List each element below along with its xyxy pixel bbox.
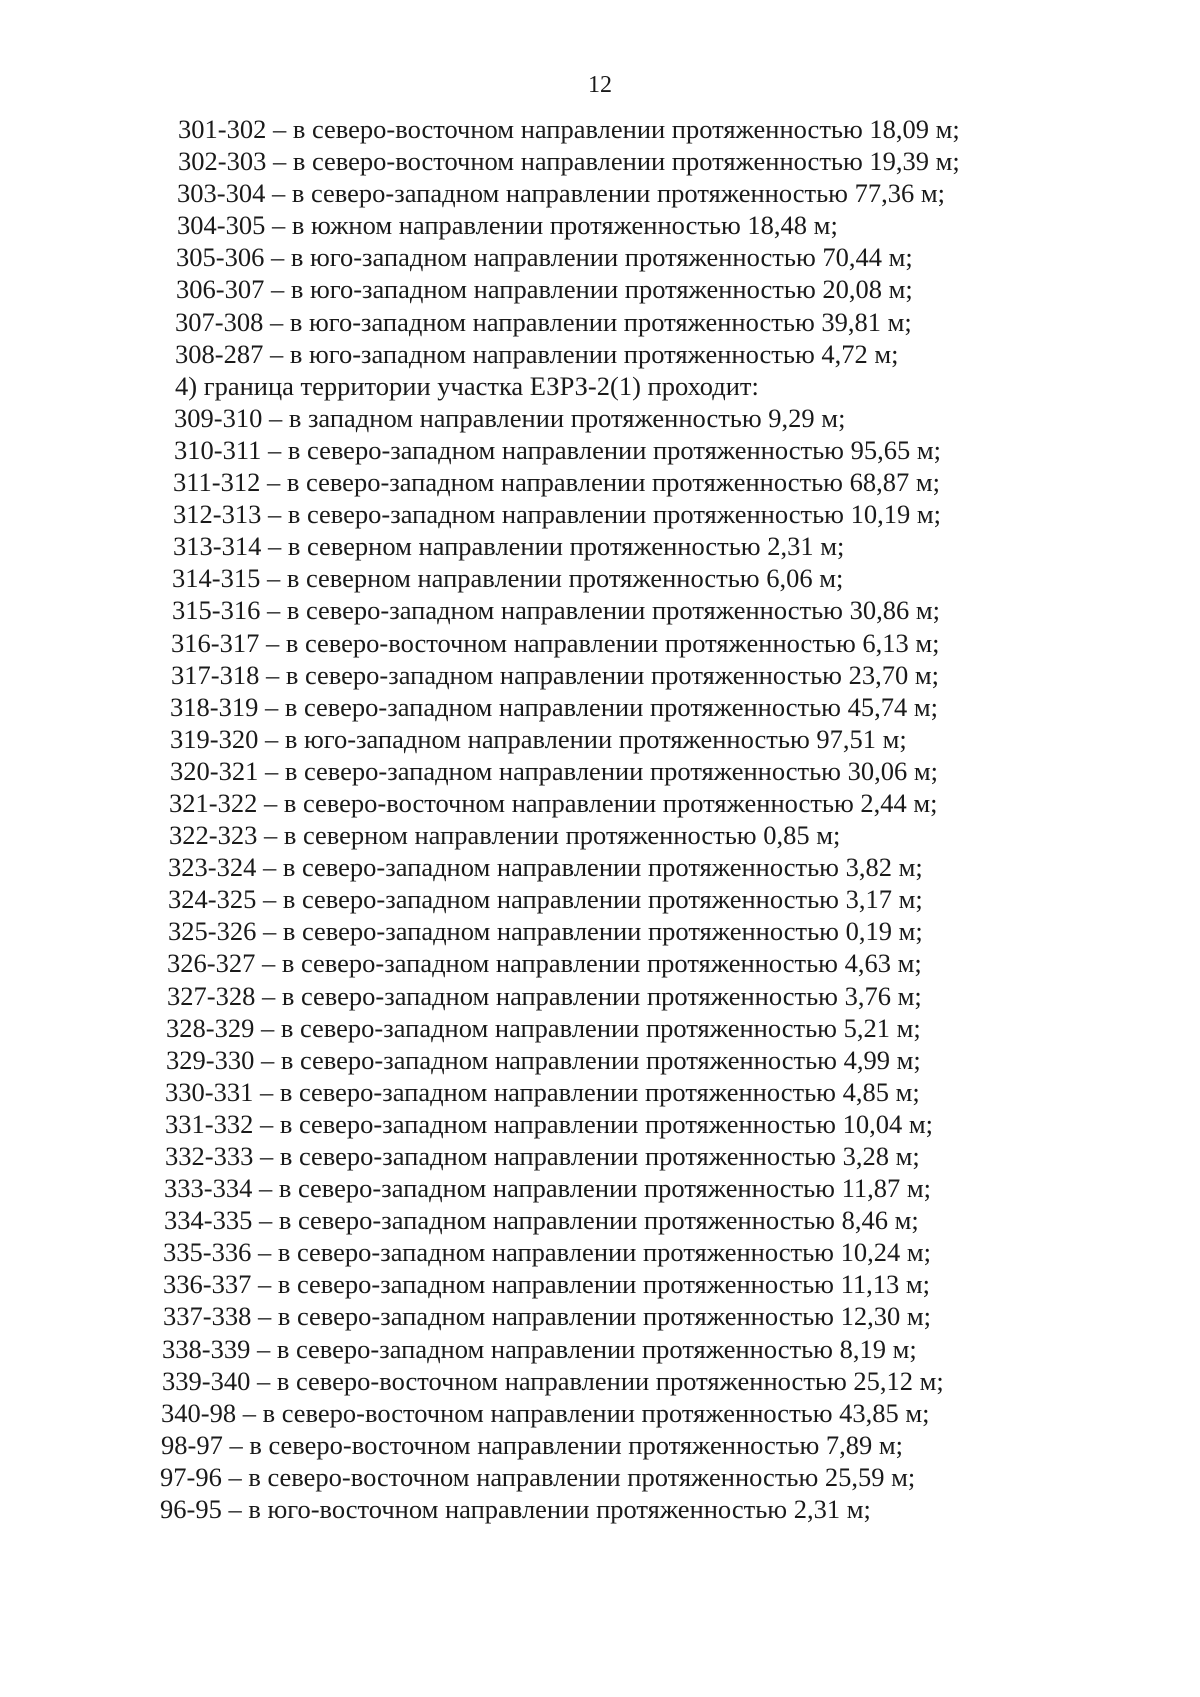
boundary-segment-line <box>0 338 1200 370</box>
boundary-segment-text: 333-334 – в северо-западном направлении протяженностью 11,87 м; <box>164 1173 931 1204</box>
boundary-segment-line <box>0 306 1200 338</box>
boundary-segment-line <box>0 851 1200 883</box>
boundary-segment-text: 329-330 – в северо-западном направлении протяженностью 4,99 м; <box>166 1044 921 1075</box>
boundary-segment-text: 309-310 – в западном направлении протяженностью 9,29 м; <box>174 402 846 433</box>
boundary-segment-line <box>0 915 1200 947</box>
boundary-segment-line <box>0 434 1200 466</box>
boundary-segment-line <box>0 402 1200 434</box>
boundary-segment-line <box>0 177 1200 209</box>
boundary-segment-line <box>0 241 1200 273</box>
boundary-segment-line <box>0 1076 1200 1108</box>
boundary-segment-text: 339-340 – в северо-восточном направлении протяженностью 25,12 м; <box>162 1365 944 1396</box>
boundary-segment-line <box>0 627 1200 659</box>
boundary-segment-line <box>0 145 1200 177</box>
boundary-segment-line <box>0 1493 1200 1525</box>
boundary-segment-line <box>0 562 1200 594</box>
boundary-segment-line <box>0 1300 1200 1332</box>
boundary-segment-line <box>0 787 1200 819</box>
boundary-segment-text: 317-318 – в северо-западном направлении протяженностью 23,70 м; <box>171 659 939 690</box>
boundary-segment-line <box>0 1333 1200 1365</box>
boundary-segment-text: 319-320 – в юго-западном направлении протяженностью 97,51 м; <box>170 723 907 754</box>
boundary-segment-line <box>0 113 1200 145</box>
boundary-segment-text: 302-303 – в северо-восточном направлении протяженностью 19,39 м; <box>178 146 960 177</box>
boundary-segment-text: 314-315 – в северном направлении протяженностью 6,06 м; <box>172 563 844 594</box>
boundary-segment-line <box>0 1236 1200 1268</box>
boundary-segment-text: 312-313 – в северо-западном направлении протяженностью 10,19 м; <box>173 499 941 530</box>
boundary-segment-line <box>0 1268 1200 1300</box>
boundary-segment-line <box>0 1397 1200 1429</box>
boundary-segment-line <box>0 1365 1200 1397</box>
boundary-segment-line <box>0 1204 1200 1236</box>
boundary-segment-line <box>0 1044 1200 1076</box>
page-number: 12 <box>588 72 612 98</box>
boundary-segment-line <box>0 530 1200 562</box>
boundary-segment-text: 337-338 – в северо-западном направлении протяженностью 12,30 м; <box>163 1301 931 1332</box>
boundary-segment-text: 320-321 – в северо-западном направлении протяженностью 30,06 м; <box>170 755 938 786</box>
boundary-segment-text: 98-97 – в северо-восточном направлении протяженностью 7,89 м; <box>161 1429 904 1460</box>
boundary-segment-text: 308-287 – в юго-западном направлении протяженностью 4,72 м; <box>175 338 899 369</box>
boundary-segment-line <box>0 1172 1200 1204</box>
boundary-segment-line <box>0 1429 1200 1461</box>
boundary-segment-text: 318-319 – в северо-западном направлении протяженностью 45,74 м; <box>170 691 938 722</box>
boundary-segment-text: 307-308 – в юго-западном направлении протяженностью 39,81 м; <box>175 306 912 337</box>
boundary-segment-line <box>0 498 1200 530</box>
boundary-segment-line <box>0 1108 1200 1140</box>
boundary-segment-line <box>0 1140 1200 1172</box>
boundary-segment-text: 330-331 – в северо-западном направлении протяженностью 4,85 м; <box>165 1076 920 1107</box>
boundary-segment-line <box>0 594 1200 626</box>
boundary-segment-text: 316-317 – в северо-восточном направлении протяженностью 6,13 м; <box>171 627 940 658</box>
boundary-segment-text: 303-304 – в северо-западном направлении протяженностью 77,36 м; <box>177 178 945 209</box>
boundary-segment-line <box>0 947 1200 979</box>
boundary-segment-line <box>0 370 1200 402</box>
boundary-segment-line <box>0 466 1200 498</box>
boundary-segment-text: 96-95 – в юго-восточном направлении протяженностью 2,31 м; <box>160 1494 871 1525</box>
boundary-segment-text: 325-326 – в северо-западном направлении протяженностью 0,19 м; <box>168 916 923 947</box>
boundary-segment-text: 313-314 – в северном направлении протяженностью 2,31 м; <box>173 531 845 562</box>
boundary-segment-text: 340-98 – в северо-восточном направлении протяженностью 43,85 м; <box>161 1397 930 1428</box>
boundary-segment-text: 331-332 – в северо-западном направлении протяженностью 10,04 м; <box>165 1108 933 1139</box>
boundary-segment-text: 332-333 – в северо-западном направлении протяженностью 3,28 м; <box>165 1141 920 1171</box>
boundary-segment-line <box>0 755 1200 787</box>
boundary-segment-line <box>0 723 1200 755</box>
boundary-segment-text: 315-316 – в северо-западном направлении протяженностью 30,86 м; <box>172 595 940 626</box>
boundary-segment-text: 327-328 – в северо-западном направлении протяженностью 3,76 м; <box>167 980 922 1011</box>
boundary-segment-text: 334-335 – в северо-западном направлении протяженностью 8,46 м; <box>164 1205 919 1236</box>
boundary-segment-line <box>0 691 1200 723</box>
boundary-segment-text: 328-329 – в северо-западном направлении протяженностью 5,21 м; <box>166 1012 921 1043</box>
boundary-segment-text: 326-327 – в северо-западном направлении протяженностью 4,63 м; <box>167 948 922 979</box>
boundary-segment-text: 310-311 – в северо-западном направлении протяженностью 95,65 м; <box>174 434 941 465</box>
boundary-segment-text: 97-96 – в северо-восточном направлении протяженностью 25,59 м; <box>160 1461 916 1492</box>
boundary-segment-text: 304-305 – в южном направлении протяженностью 18,48 м; <box>177 210 838 241</box>
boundary-segment-text: 323-324 – в северо-западном направлении протяженностью 3,82 м; <box>168 852 923 883</box>
boundary-segment-line <box>0 273 1200 305</box>
boundary-segment-line <box>0 883 1200 915</box>
boundary-segment-text: 4) граница территории участка ЕЗРЗ-2(1) проходит: <box>175 370 759 401</box>
boundary-segment-text: 322-323 – в северном направлении протяженностью 0,85 м; <box>169 820 841 851</box>
boundary-segment-text: 338-339 – в северо-западном направлении протяженностью 8,19 м; <box>162 1333 917 1364</box>
boundary-segment-line <box>0 980 1200 1012</box>
boundary-segment-text: 311-312 – в северо-западном направлении протяженностью 68,87 м; <box>173 467 940 498</box>
boundary-segment-line <box>0 209 1200 241</box>
boundary-segment-line <box>0 1012 1200 1044</box>
boundary-segment-text: 301-302 – в северо-восточном направлении протяженностью 18,09 м; <box>178 114 960 144</box>
boundary-segment-text: 335-336 – в северо-западном направлении протяженностью 10,24 м; <box>163 1237 931 1268</box>
boundary-description-list <box>0 113 1200 1525</box>
boundary-segment-line <box>0 819 1200 851</box>
boundary-segment-text: 306-307 – в юго-западном направлении протяженностью 20,08 м; <box>176 274 913 305</box>
boundary-segment-line <box>0 659 1200 691</box>
boundary-segment-text: 324-325 – в северо-западном направлении протяженностью 3,17 м; <box>168 884 923 915</box>
boundary-segment-text: 321-322 – в северо-восточном направлении протяженностью 2,44 м; <box>169 787 938 818</box>
boundary-segment-text: 336-337 – в северо-западном направлении протяженностью 11,13 м; <box>163 1269 930 1300</box>
boundary-segment-line <box>0 1461 1200 1493</box>
boundary-segment-text: 305-306 – в юго-западном направлении протяженностью 70,44 м; <box>176 242 913 273</box>
